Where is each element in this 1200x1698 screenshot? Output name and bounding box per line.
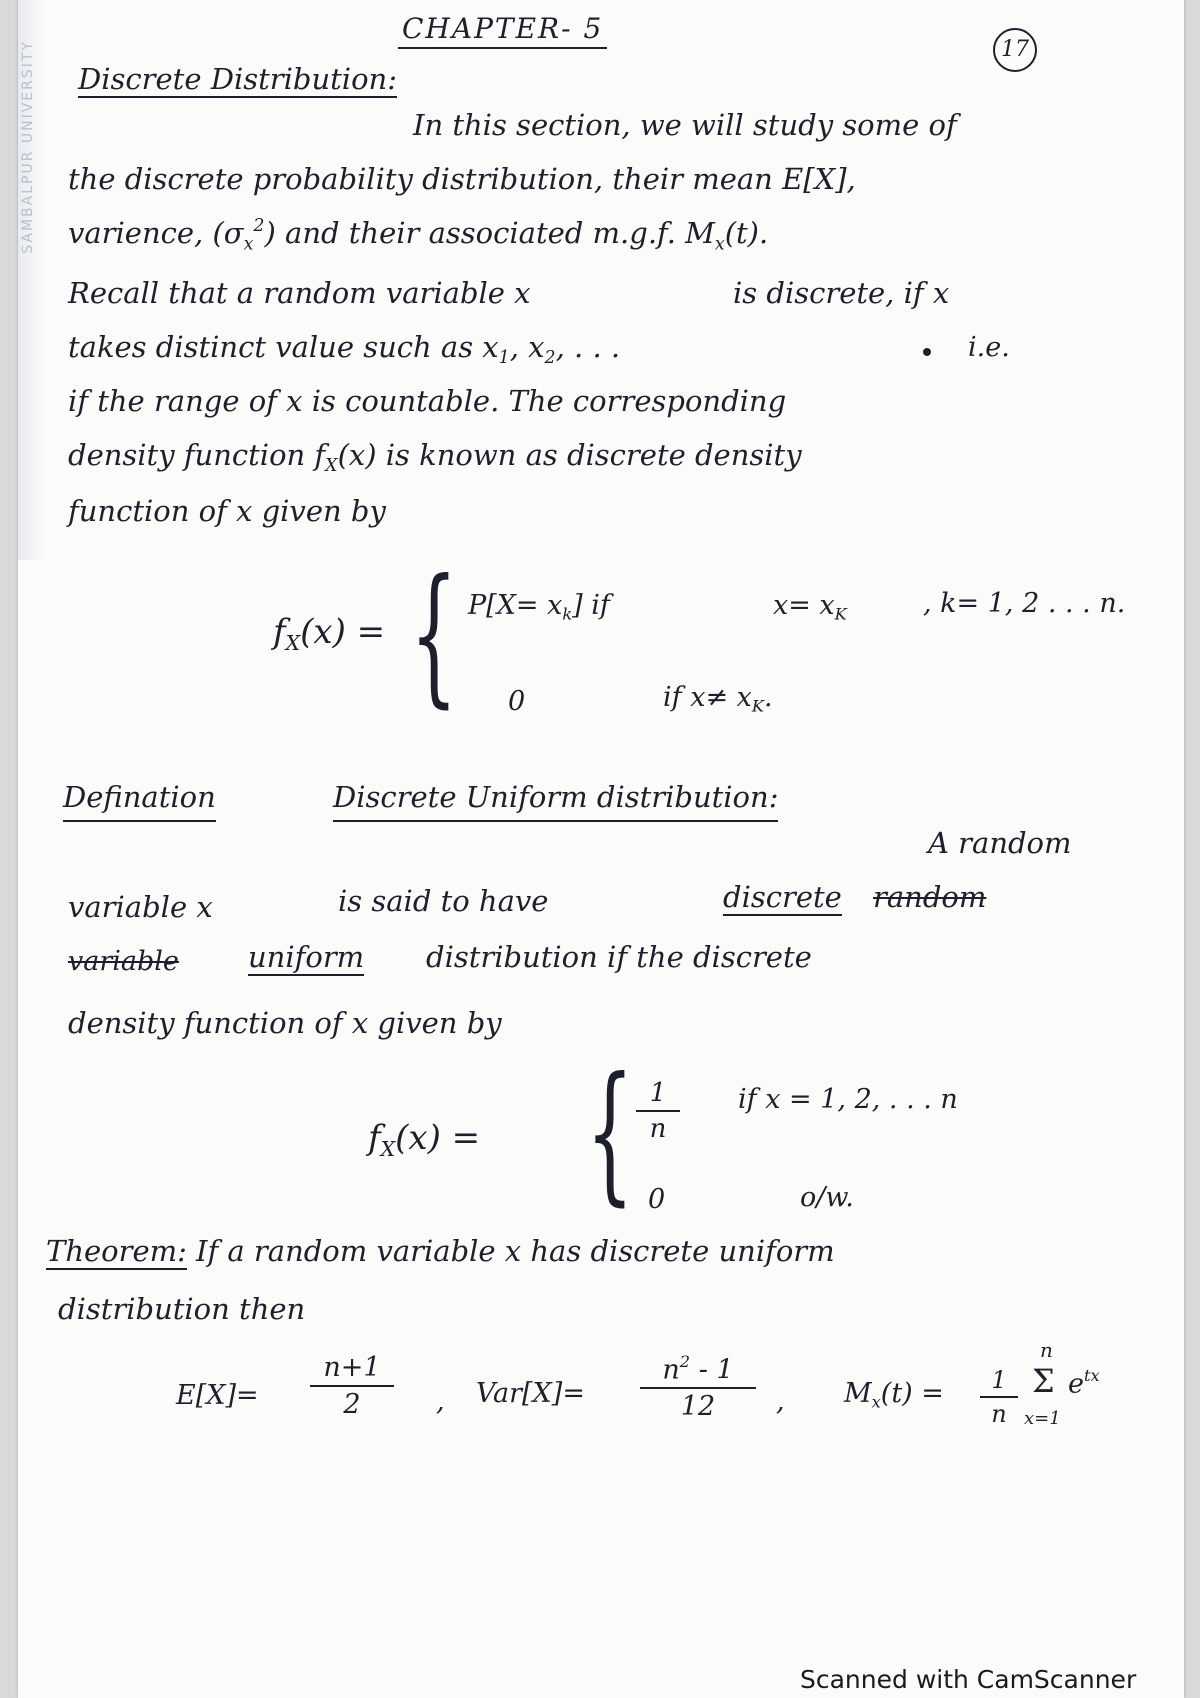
sum-symbol: Σ — [1032, 1362, 1055, 1400]
def1-case1-range: , k= 1, 2 . . . n. — [923, 588, 1126, 619]
mgf-frac-num: 1 — [980, 1366, 1018, 1398]
variance-fraction — [640, 1352, 756, 1422]
expectation-lhs: E[X]= — [176, 1380, 259, 1411]
intro-line-4a: Recall that a random variable x — [68, 276, 531, 310]
definition-line-3b: uniform — [248, 940, 365, 974]
definition-line-2a: variable x — [68, 890, 213, 924]
formula-separator-2: , — [776, 1386, 785, 1417]
camscanner-watermark: Scanned with CamScanner — [800, 1665, 1137, 1694]
intro-line-5: takes distinct value such as $x_1$, $x_2$, . . . — [68, 330, 621, 369]
def2-case1-cond: if x = 1, 2, . . . n — [738, 1084, 958, 1115]
page-number: 17 — [993, 28, 1037, 72]
expectation-fraction — [310, 1352, 394, 1420]
theorem-label: Theorem: — [46, 1234, 187, 1268]
theorem-line-2: distribution then — [58, 1292, 306, 1326]
definition-line-4: density function of x given by — [68, 1006, 502, 1040]
intro-line-3: varience, $(\sigma_x^2)$ and their associated m.g.f. $M_x(t)$. — [68, 216, 769, 255]
mgf-exponential: $e^{tx}$ — [1068, 1366, 1100, 1400]
intro-line-8: function of x given by — [68, 494, 386, 528]
def2-frac-num: 1 — [636, 1078, 680, 1112]
def1-lhs: $f_X(x)$ = — [273, 612, 386, 656]
binding-edge — [18, 0, 46, 560]
intro-line-4b: is discrete, if x — [733, 276, 950, 310]
intro-line-7: density function $f_X(x)$ is known as discrete density — [68, 438, 802, 477]
definition-line-2c: discrete — [723, 880, 842, 914]
def2-case2-value: 0 — [648, 1184, 666, 1215]
def2-frac-den: n — [649, 1114, 667, 1144]
theorem-line-1: If a random variable x has discrete uniform — [196, 1234, 835, 1268]
definition-label: Defination — [63, 780, 216, 822]
def1-case1: $P[X= x_k]$ if — [468, 590, 610, 624]
bullet-dot — [923, 348, 931, 356]
intro-line-2: the discrete probability distribution, their mean E[X], — [68, 162, 856, 196]
intro-ie: i.e. — [968, 332, 1010, 363]
sum-upper-limit: n — [1040, 1338, 1053, 1362]
expectation-num: n+1 — [310, 1352, 394, 1387]
mgf-fraction — [980, 1366, 1018, 1428]
definition-struck-random: random — [873, 880, 987, 914]
intro-line-1: In this section, we will study some of — [413, 108, 957, 142]
variance-den: 12 — [680, 1391, 716, 1423]
definition-struck-variable: variable — [68, 946, 179, 977]
def1-case1-cond: $x= x_K$ — [773, 590, 847, 624]
mgf-frac-den: n — [991, 1400, 1007, 1428]
definition-line-2b: is said to have — [338, 884, 549, 918]
def2-fraction — [636, 1078, 680, 1144]
def2-case2-cond: o/w. — [800, 1182, 854, 1213]
def2-lhs: $f_X(x)$ = — [368, 1118, 481, 1162]
def1-brace: { — [410, 548, 458, 722]
variance-lhs: Var[X]= — [476, 1378, 585, 1409]
mgf-lhs: $M_x(t)$ = — [844, 1378, 944, 1412]
definition-line-3c: distribution if the discrete — [426, 940, 812, 974]
def2-brace: { — [586, 1046, 634, 1220]
sum-lower-limit: x=1 — [1024, 1408, 1061, 1429]
chapter-heading: CHAPTER- 5 — [398, 12, 607, 49]
def1-case2-value: 0 — [508, 686, 526, 717]
scanned-page — [18, 0, 1184, 1698]
variance-num: $n^2 - 1$ — [640, 1352, 756, 1389]
definition-title: Discrete Uniform distribution: — [333, 780, 778, 822]
def1-case2-cond: if $x\ne x_K$. — [663, 682, 773, 716]
expectation-den: 2 — [343, 1389, 361, 1420]
intro-line-6: if the range of x is countable. The corresponding — [68, 384, 787, 418]
section-title: Discrete Distribution: — [78, 62, 397, 96]
formula-separator-1: , — [436, 1386, 445, 1417]
definition-line-1: A random — [928, 826, 1072, 860]
binding-stamp: SAMBALPUR UNIVERSITY — [20, 40, 36, 254]
